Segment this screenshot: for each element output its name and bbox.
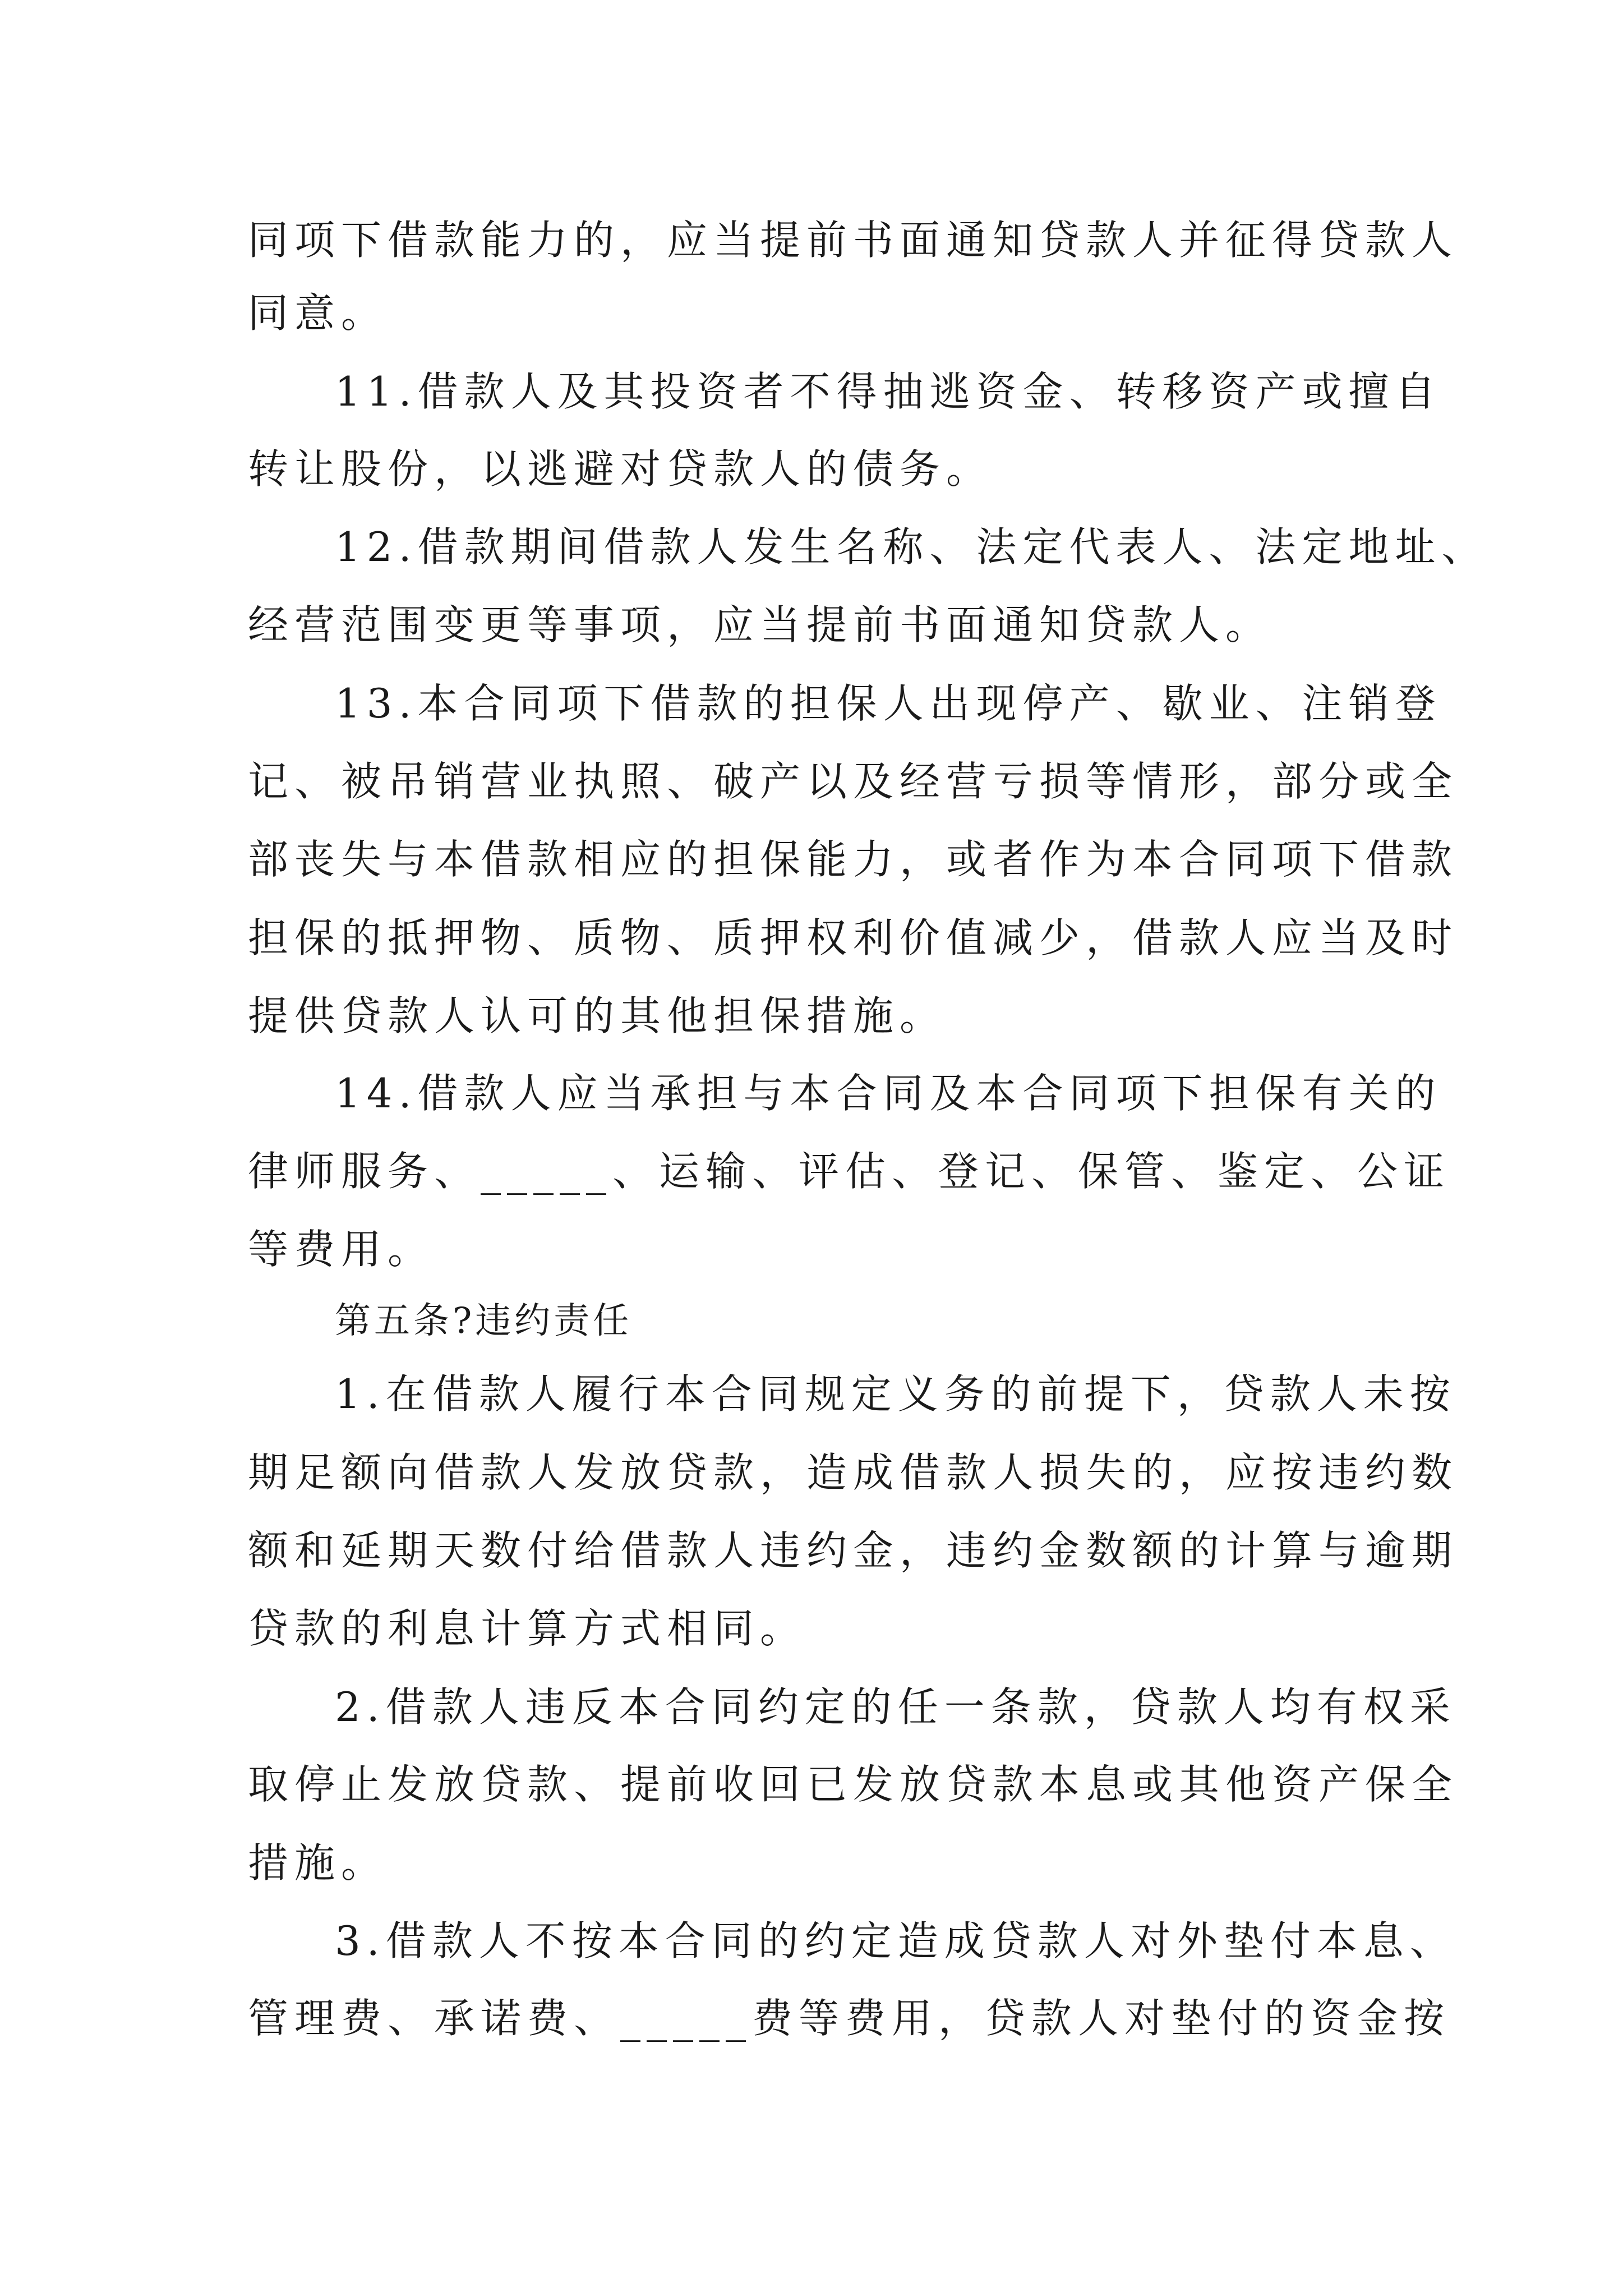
text-line: 担保的抵押物、质物、质押权利价值减少，借款人应当及时 <box>248 914 1459 961</box>
text-line: 12.借款期间借款人发生名称、法定代表人、法定地址、 <box>335 523 1488 570</box>
text-line: 额和延期天数付给借款人违约金，违约金数额的计算与逾期 <box>248 1527 1459 1574</box>
text-line: 11.借款人及其投资者不得抽逃资金、转移资产或擅自 <box>335 368 1442 415</box>
text-line: 贷款的利息计算方式相同。 <box>248 1605 807 1652</box>
section-heading: 第五条?违约责任 <box>335 1300 633 1342</box>
text-line: 取停止发放贷款、提前收回已发放贷款本息或其他资产保全 <box>248 1761 1459 1808</box>
text-line: 同意。 <box>248 289 388 337</box>
text-line: 提供贷款人认可的其他担保措施。 <box>248 992 947 1039</box>
text-line: 措施。 <box>248 1839 388 1887</box>
text-line: 转让股份，以逃避对贷款人的债务。 <box>248 445 993 493</box>
text-line: 经营范围变更等事项，应当提前书面通知贷款人。 <box>248 601 1272 648</box>
text-line: 期足额向借款人发放贷款，造成借款人损失的，应按违约数 <box>248 1449 1459 1496</box>
text-line: 14.借款人应当承担与本合同及本合同项下担保有关的 <box>335 1070 1442 1117</box>
text-line: 记、被吊销营业执照、破产以及经营亏损等情形，部分或全 <box>248 758 1459 805</box>
text-line: 13.本合同项下借款的担保人出现停产、歇业、注销登 <box>335 680 1442 727</box>
text-line: 等费用。 <box>248 1226 435 1273</box>
text-line: 3.借款人不按本合同的约定造成贷款人对外垫付本息、 <box>335 1917 1456 1964</box>
text-line: 同项下借款能力的，应当提前书面通知贷款人并征得贷款人 <box>248 217 1459 264</box>
text-line: 2.借款人违反本合同约定的任一条款，贷款人均有权采 <box>335 1683 1456 1731</box>
text-line: 1.在借款人履行本合同规定义务的前提下，贷款人未按 <box>335 1370 1456 1418</box>
text-line: 管理费、承诺费、_____费等费用，贷款人对垫付的资金按 <box>248 1995 1451 2042</box>
text-line: 部丧失与本借款相应的担保能力，或者作为本合同项下借款 <box>248 836 1459 883</box>
text-line: 律师服务、_____、运输、评估、登记、保管、鉴定、公证 <box>248 1148 1451 1195</box>
